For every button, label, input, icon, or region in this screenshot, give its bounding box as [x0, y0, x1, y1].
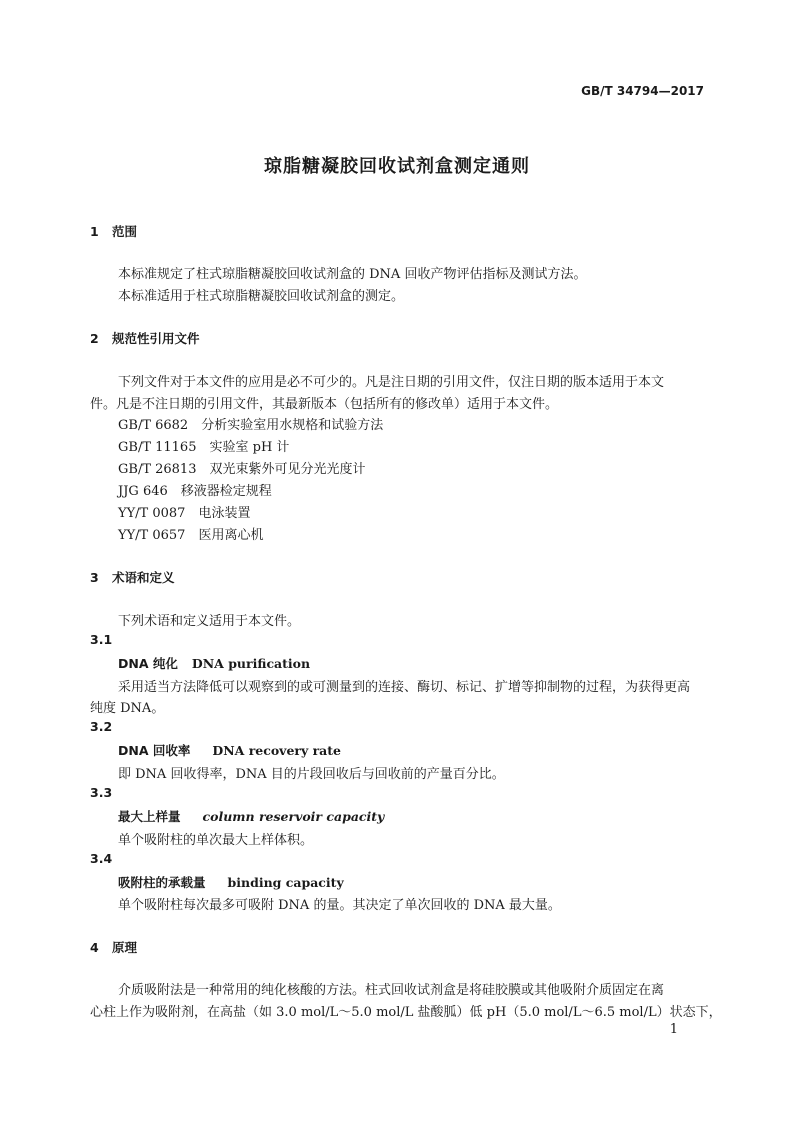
paragraph: 下列文件对于本文件的应用是必不可少的。凡是注日期的引用文件，仅注日期的版本适用于本文	[118, 375, 665, 390]
reference-name: 分析实验室用水规格和试验方法	[201, 418, 384, 433]
reference-name: 电泳装置	[198, 506, 251, 521]
term-chinese: 吸附柱的承载量	[118, 875, 206, 890]
page-number: 1	[669, 1022, 678, 1037]
paragraph: 本标准规定了柱式琼脂糖凝胶回收试剂盒的 DNA 回收产物评估指标及测试方法。	[118, 267, 587, 282]
term-english: binding capacity	[227, 875, 344, 890]
reference-item	[118, 414, 383, 433]
paragraph: 介质吸附法是一种常用的纯化核酸的方法。柱式回收试剂盒是将硅胶膜或其他吸附介质固定在离	[118, 983, 665, 998]
reference-name: 实验室 pH 计	[209, 440, 290, 455]
section-number: 1	[90, 224, 99, 239]
term-chinese: DNA 回收率	[118, 743, 191, 758]
section-title: 规范性引用文件	[112, 331, 200, 346]
term-chinese: 最大上样量	[118, 809, 181, 824]
reference-code: GB/T 6682	[118, 418, 189, 433]
standard-number: GB/T 34794—2017	[581, 84, 704, 98]
clause-number: 3.4	[90, 851, 113, 866]
paragraph: 件。凡是不注日期的引用文件，其最新版本（包括所有的修改单）适用于本文件。	[90, 397, 559, 412]
reference-code: YY/T 0657	[118, 528, 186, 543]
term-definition: 单个吸附柱的单次最大上样体积。	[118, 833, 314, 848]
term-definition: 纯度 DNA。	[90, 701, 165, 716]
term-entry	[118, 654, 310, 672]
reference-item	[118, 502, 250, 521]
section-3-heading	[90, 568, 175, 586]
reference-item	[118, 436, 289, 455]
term-definition: 即 DNA 回收得率，DNA 目的片段回收后与回收前的产量百分比。	[118, 767, 505, 782]
term-english: column reservoir capacity	[202, 809, 385, 824]
reference-code: GB/T 26813	[118, 462, 197, 477]
section-number: 4	[90, 940, 99, 955]
term-english: DNA recovery rate	[212, 743, 342, 758]
reference-code: GB/T 11165	[118, 440, 197, 455]
reference-code: YY/T 0087	[118, 506, 186, 521]
term-entry	[118, 807, 384, 825]
section-number: 3	[90, 570, 99, 585]
section-2-heading	[90, 329, 200, 347]
reference-name: 医用离心机	[198, 528, 264, 543]
clause-number: 3.2	[90, 719, 113, 734]
term-chinese: DNA 纯化	[118, 656, 178, 671]
reference-item	[118, 480, 272, 499]
reference-item	[118, 524, 263, 543]
reference-name: 双光束紫外可见分光光度计	[209, 462, 366, 477]
section-4-heading	[90, 938, 137, 956]
section-1-heading	[90, 222, 137, 240]
section-title: 原理	[112, 940, 138, 955]
section-title: 范围	[112, 224, 138, 239]
term-entry	[118, 741, 341, 759]
reference-code: JJG 646	[118, 484, 168, 499]
clause-number: 3.1	[90, 632, 113, 647]
reference-name: 移液器检定规程	[180, 484, 272, 499]
document-title: 琼脂糖凝胶回收试剂盒测定通则	[264, 156, 530, 177]
section-title: 术语和定义	[112, 570, 175, 585]
clause-number: 3.3	[90, 785, 113, 800]
section-number: 2	[90, 331, 99, 346]
term-entry	[118, 873, 344, 891]
term-english: DNA purification	[191, 656, 311, 671]
term-definition: 单个吸附柱每次最多可吸附 DNA 的量。其决定了单次回收的 DNA 最大量。	[118, 898, 561, 913]
term-definition: 采用适当方法降低可以观察到的或可测量到的连接、酶切、标记、扩增等抑制物的过程，为获得更高	[118, 680, 691, 695]
paragraph: 心柱上作为吸附剂，在高盐（如 3.0 mol/L～5.0 mol/L 盐酸胍）低 pH（5.0 mol/L～6.5 mol/L）状态下，	[90, 1005, 722, 1020]
paragraph: 下列术语和定义适用于本文件。	[118, 614, 301, 629]
reference-item	[118, 458, 366, 477]
paragraph: 本标准适用于柱式琼脂糖凝胶回收试剂盒的测定。	[118, 289, 405, 304]
